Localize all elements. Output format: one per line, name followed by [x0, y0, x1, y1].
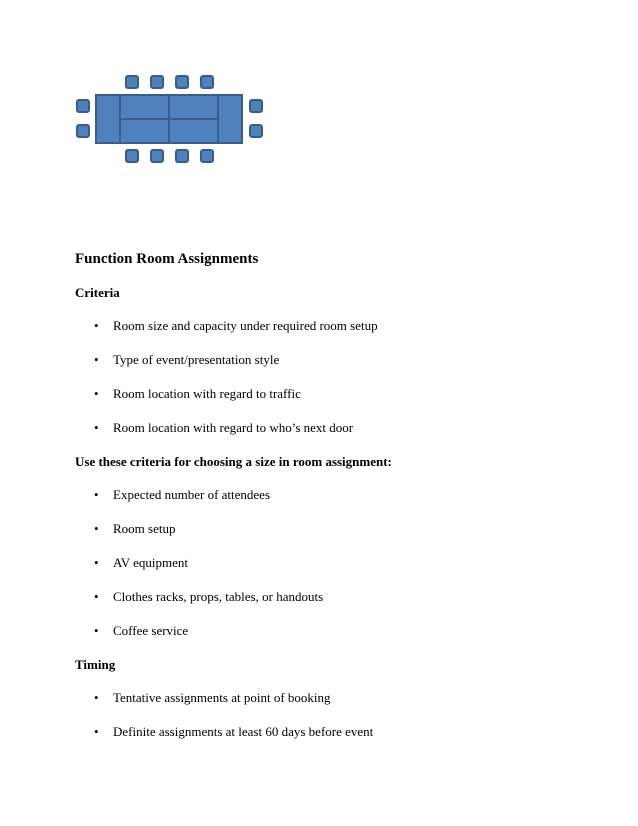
chair-bottom-3 [176, 150, 188, 162]
bullet-glyph: • [94, 386, 99, 401]
list-item [75, 419, 575, 436]
chair-left-2 [77, 125, 89, 137]
list-item [75, 351, 575, 368]
table-end-right [218, 95, 242, 143]
table-section-bottom-left [120, 119, 169, 143]
chair-left-1 [77, 100, 89, 112]
bullet-list [75, 689, 575, 740]
list-item [75, 689, 575, 706]
list-item-text: Tentative assignments at point of booking [113, 690, 331, 705]
list-item [75, 520, 575, 537]
chair-top-3 [176, 76, 188, 88]
list-item-text: Coffee service [113, 623, 189, 638]
bullet-glyph: • [94, 724, 99, 739]
table-end-left [96, 95, 120, 143]
list-item [75, 554, 575, 571]
bullet-glyph: • [94, 521, 99, 536]
chair-bottom-2 [151, 150, 163, 162]
list-item [75, 486, 575, 503]
list-item-text: Room location with regard to who’s next door [113, 420, 354, 435]
list-item [75, 317, 575, 334]
chair-bottom-1 [126, 150, 138, 162]
list-item-text: AV equipment [113, 555, 188, 570]
list-item-text: Clothes racks, props, tables, or handouts [113, 589, 324, 604]
section-size-criteria [75, 453, 575, 639]
bullet-glyph: • [94, 555, 99, 570]
list-item-text: Type of event/presentation style [113, 352, 280, 367]
bullet-glyph: • [94, 420, 99, 435]
bullet-glyph: • [94, 623, 99, 638]
section-criteria [75, 284, 575, 436]
bullet-glyph: • [94, 352, 99, 367]
chair-right-1 [250, 100, 262, 112]
list-item [75, 385, 575, 402]
page-title: Function Room Assignments [75, 251, 259, 267]
list-item [75, 723, 575, 740]
list-item-text: Definite assignments at least 60 days before event [113, 724, 374, 739]
section-timing [75, 656, 575, 740]
bullet-glyph: • [94, 690, 99, 705]
list-item [75, 588, 575, 605]
conference-table-diagram [70, 70, 270, 165]
table-section-top-left [120, 95, 169, 119]
table-section-top-right [169, 95, 218, 119]
bullet-list [75, 486, 575, 639]
chair-top-4 [201, 76, 213, 88]
bullet-list [75, 317, 575, 436]
bullet-glyph: • [94, 318, 99, 333]
chair-top-1 [126, 76, 138, 88]
document-body [75, 250, 575, 757]
list-item [75, 622, 575, 639]
bullet-glyph: • [94, 589, 99, 604]
list-item-text: Room size and capacity under required room setup [113, 318, 378, 333]
bullet-glyph: • [94, 487, 99, 502]
list-item-text: Room location with regard to traffic [113, 386, 301, 401]
list-item-text: Expected number of attendees [113, 487, 271, 502]
chair-right-2 [250, 125, 262, 137]
section-heading: Criteria [75, 285, 120, 300]
chair-bottom-4 [201, 150, 213, 162]
section-heading: Timing [75, 657, 116, 672]
section-heading: Use these criteria for choosing a size in room assignment: [75, 454, 392, 469]
table-section-bottom-right [169, 119, 218, 143]
chair-top-2 [151, 76, 163, 88]
list-item-text: Room setup [113, 521, 176, 536]
